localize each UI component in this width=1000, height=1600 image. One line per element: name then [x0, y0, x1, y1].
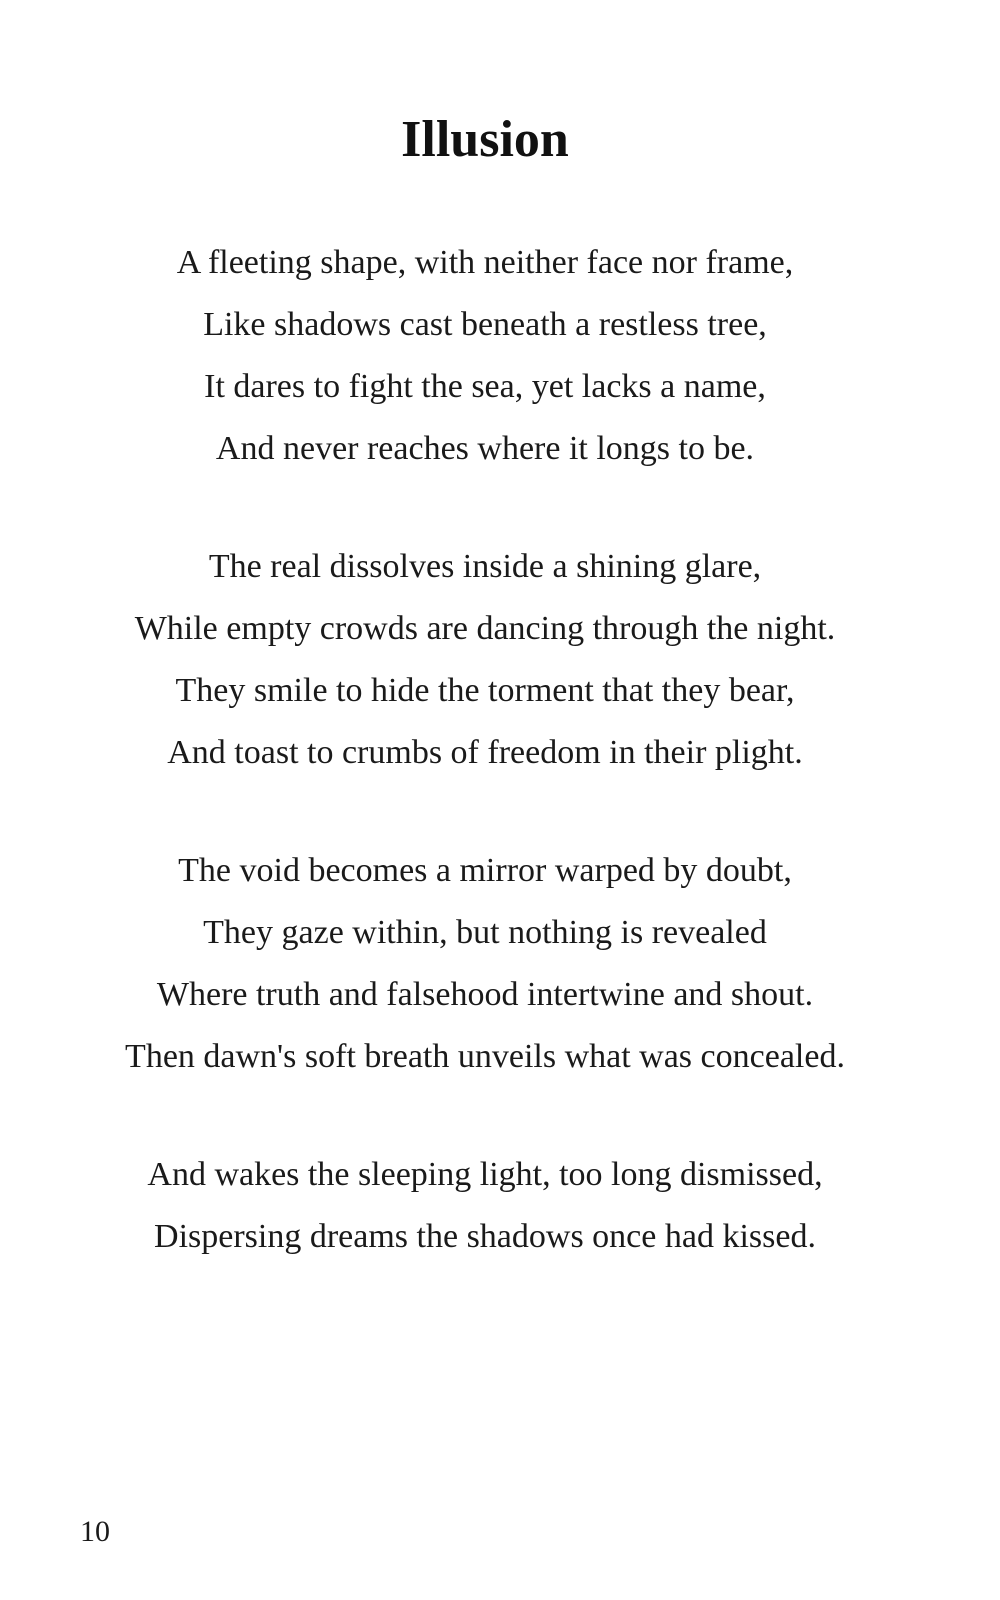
- verse-line: The void becomes a mirror warped by doubt,: [178, 852, 792, 889]
- verse-line: And wakes the sleeping light, too long dismissed,: [147, 1156, 823, 1193]
- verse-line: A fleeting shape, with neither face nor frame,: [176, 244, 794, 281]
- stanza-1: [0, 232, 970, 480]
- poem-title: Illusion: [401, 111, 569, 168]
- poem-body: [0, 232, 970, 1324]
- verse-line: And never reaches where it longs to be.: [215, 430, 755, 467]
- stanza-2: [0, 536, 970, 784]
- verse-line: The real dissolves inside a shining glare,: [208, 548, 762, 585]
- page-number: 10: [80, 1515, 110, 1548]
- verse-line: While empty crowds are dancing through the night.: [134, 610, 836, 647]
- verse-line: It dares to fight the sea, yet lacks a name,: [204, 368, 766, 405]
- verse-line: They gaze within, but nothing is revealed: [203, 914, 767, 951]
- stanza-4: [0, 1144, 970, 1268]
- verse-line: They smile to hide the torment that they bear,: [175, 672, 795, 709]
- verse-line: Dispersing dreams the shadows once had kissed.: [154, 1218, 816, 1255]
- verse-line: Like shadows cast beneath a restless tree,: [203, 306, 767, 343]
- verse-line: Then dawn's soft breath unveils what was concealed.: [125, 1038, 845, 1075]
- stanza-3: [0, 840, 970, 1088]
- verse-line: Where truth and falsehood intertwine and shout.: [156, 976, 814, 1013]
- verse-line: And toast to crumbs of freedom in their plight.: [167, 734, 803, 771]
